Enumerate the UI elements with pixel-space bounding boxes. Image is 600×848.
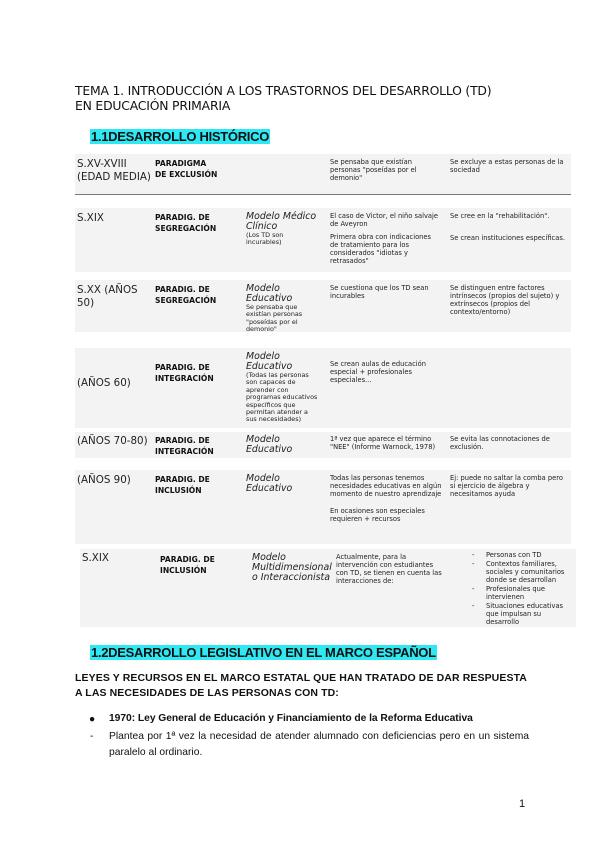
paradigm-line: DE EXCLUSIÓN (155, 170, 218, 179)
description-text: Se pensaba que existían personas "poseídas por el demonio" (330, 158, 417, 182)
model-cell (246, 435, 326, 455)
model-name-line: o Interaccionista (252, 572, 330, 583)
paradigm-line: PARADIG. DE (155, 285, 210, 294)
consequence-cell (450, 212, 568, 247)
model-cell (246, 352, 318, 424)
description-text: Primera obra con indicaciones de tratamiento para los considerados "idiotas y retrasados" (330, 233, 432, 265)
paradigm-line: PARADIG. DE (155, 475, 210, 484)
table-row-bg (75, 348, 571, 428)
period-cell (77, 212, 104, 225)
section-heading-text: 1.2DESARROLLO LEGISLATIVO EN EL MARCO ESPAÑOL (91, 645, 436, 660)
description-text: Todas las personas tenemos necesidades educativas en algún momento de nuestro aprendizaje (330, 474, 442, 498)
period-line: S.XV-XVIII (77, 158, 127, 170)
period-cell (82, 552, 109, 565)
description-text: El caso de Victor, el niño salvaje de Aveyron (330, 212, 438, 228)
section-heading-historico (90, 128, 270, 146)
paradigm-line: INTEGRACIÓN (155, 374, 214, 383)
intro-paragraph: LEYES Y RECURSOS EN EL MARCO ESTATAL QUE HAN TRATADO DE DAR RESPUESTA A LAS NECESIDADES DE LAS PERSONAS CON TD: (75, 672, 527, 699)
paradigm-cell (160, 554, 215, 576)
model-name: Modelo Educativo (246, 351, 293, 372)
paradigm-cell (155, 284, 216, 306)
paradigm-line: PARADIG. DE (160, 555, 215, 564)
model-note: (Todas las personas son capaces de aprender con programas educativos específicos que permitan atender a sus necesidades) (246, 371, 318, 424)
consequence-text: Se cree en la "rehabilitación". (450, 212, 550, 220)
consequence-list (472, 551, 572, 627)
paradigm-cell (155, 362, 214, 384)
period-cell (77, 158, 151, 184)
document-title (75, 83, 545, 113)
paradigm-line: INTEGRACIÓN (155, 447, 214, 456)
consequence-cell (450, 474, 568, 503)
period-cell (77, 284, 138, 310)
dash-marker: - (90, 731, 94, 742)
law-title: 1970: Ley General de Educación y Financiamiento de la Reforma Educativa (109, 713, 473, 724)
description-cell (330, 284, 438, 305)
description-cell (330, 158, 438, 187)
description-cell (330, 474, 446, 528)
period-line: (AÑOS 70-80) (77, 435, 148, 447)
description-cell (330, 212, 438, 270)
list-item: - Contextos familiares, sociales y comunitarios donde se desarrollan (472, 560, 572, 584)
list-item: - Profesionales que intervienen (472, 585, 572, 601)
paradigm-line: INCLUSIÓN (160, 566, 207, 575)
description-text: 1ª vez que aparece el término "NEE" (Informe Warnock, 1978) (330, 435, 436, 451)
description-text: Actualmente, para la intervención con estudiantes con TD, se tienen en cuenta las interacciones de: (336, 553, 442, 585)
paradigm-line: PARADIGMA (155, 159, 207, 168)
model-note: (Los TD son incurables) (246, 231, 284, 247)
title-line-2: EN EDUCACIÓN PRIMARIA (75, 98, 231, 113)
paradigm-line: PARADIG. DE (155, 363, 210, 372)
description-cell (330, 435, 438, 456)
paradigm-cell (155, 212, 216, 234)
paradigm-cell (155, 474, 210, 496)
model-cell (246, 284, 318, 334)
paradigm-line: SEGREGACIÓN (155, 296, 217, 305)
list-item: - Personas con TD (472, 551, 572, 559)
period-line: (EDAD MEDIA) (77, 171, 151, 183)
period-cell (77, 377, 131, 390)
consequence-cell (450, 158, 568, 179)
consequence-text: Se excluye a estas personas de la sociedad (450, 158, 564, 174)
paradigm-line: PARADIG. DE (155, 213, 210, 222)
consequence-text: Se evita las connotaciones de exclusión. (450, 435, 550, 451)
consequence-text: Se distinguen entre factores intrínsecos (propios del sujeto) y extrínsecos (propios del contexto/entorno) (450, 284, 560, 316)
description-text: En ocasiones son especiales requieren + recursos (330, 507, 425, 523)
description-cell (336, 553, 446, 590)
consequence-cell (450, 435, 568, 456)
model-cell (252, 553, 332, 583)
row-separator (75, 194, 571, 195)
paradigm-cell (155, 158, 217, 180)
section-heading-text: 1.1DESARROLLO HISTÓRICO (91, 129, 270, 144)
consequence-cell (450, 284, 568, 321)
model-cell (246, 474, 326, 494)
paradigm-line: SEGREGACIÓN (155, 224, 217, 233)
consequence-text: Ej: puede no saltar la comba pero si ejercicio de álgebra y necesitamos ayuda (450, 474, 563, 498)
model-name: Modelo Educativo (246, 434, 293, 455)
list-item: - Situaciones educativas que impulsan su desarrollo (472, 602, 572, 626)
model-name: Modelo Educativo (246, 283, 293, 304)
description-cell (330, 360, 438, 389)
period-line: 50) (77, 297, 95, 309)
period-line: S.XIX (82, 552, 109, 564)
model-cell (246, 212, 318, 247)
period-line: S.XIX (77, 212, 104, 224)
description-text: Se cuestiona que los TD sean incurables (330, 284, 429, 300)
period-line: (AÑOS 90) (77, 474, 131, 486)
period-line: (AÑOS 60) (77, 377, 131, 389)
model-name: Modelo Médico Clínico (246, 211, 317, 232)
title-line-1: TEMA 1. INTRODUCCIÓN A LOS TRASTORNOS DEL DESARROLLO (TD) (75, 83, 492, 98)
model-name-line: Modelo (252, 552, 286, 563)
bullet-icon: ● (89, 714, 96, 725)
law-description: Plantea por 1ª vez la necesidad de atender alumnado con deficiencias pero en un sistema paralelo al ordinario. (109, 731, 529, 758)
model-name-line: Multidimensional (252, 562, 332, 573)
description-text: Se crean aulas de educación especial + profesionales especiales... (330, 360, 426, 384)
period-cell (77, 474, 131, 487)
consequence-text: Se crean instituciones específicas. (450, 234, 565, 242)
period-cell (77, 435, 148, 448)
period-line: S.XX (AÑOS (77, 284, 138, 296)
model-note: Se pensaba que existían personas "poseídas por el demonio" (246, 303, 303, 334)
section-heading-legislativo (90, 644, 437, 662)
paradigm-line: PARADIG. DE (155, 436, 210, 445)
page-number: 1 (519, 798, 526, 810)
paradigm-line: INCLUSIÓN (155, 486, 202, 495)
paradigm-cell (155, 435, 214, 457)
model-name: Modelo Educativo (246, 473, 293, 494)
